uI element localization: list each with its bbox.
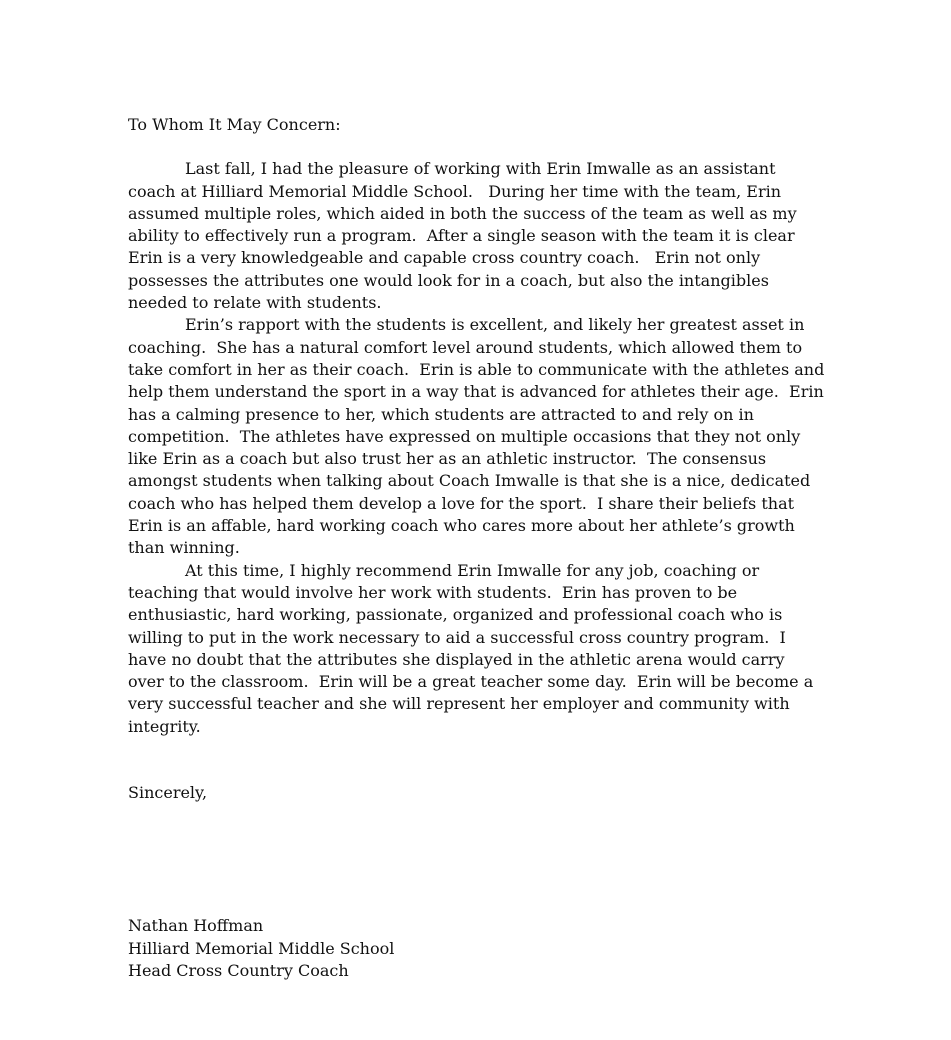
paragraph-line: assumed multiple roles, which aided in both the success of the team as well as my bbox=[128, 203, 797, 223]
paragraph-line: needed to relate with students. bbox=[128, 293, 382, 313]
paragraph-line: very successful teacher and she will represent her employer and community with bbox=[128, 694, 790, 714]
paragraph-line: like Erin as a coach but also trust her as an athletic instructor. The consensus bbox=[128, 449, 767, 469]
paragraph-line: Erin is a very knowledgeable and capable cross country coach. Erin not only bbox=[128, 248, 761, 268]
letter-greeting: To Whom It May Concern: bbox=[128, 115, 341, 134]
paragraph-line: coaching. She has a natural comfort level around students, which allowed them to bbox=[128, 337, 803, 357]
paragraph-line: teaching that would involve her work with students. Erin has proven to be bbox=[128, 582, 738, 602]
paragraph-line: enthusiastic, hard working, passionate, organized and professional coach who is bbox=[128, 605, 783, 625]
paragraph-line: take comfort in her as their coach. Erin is able to communicate with the athletes and bbox=[128, 359, 825, 379]
paragraph-line: Erin is an affable, hard working coach who cares more about her athlete’s growth bbox=[128, 516, 795, 536]
signer-name: Nathan Hoffman bbox=[128, 916, 264, 936]
paragraph-line: Last fall, I had the pleasure of working with Erin Imwalle as an assistant bbox=[185, 159, 776, 179]
letter-paragraph-2 bbox=[128, 314, 828, 559]
paragraph-line: than winning. bbox=[128, 538, 240, 558]
paragraph-line: have no doubt that the attributes she displayed in the athletic arena would carry bbox=[128, 649, 785, 669]
letter-paragraph-1 bbox=[128, 158, 828, 314]
paragraph-line: integrity. bbox=[128, 716, 201, 736]
paragraph-line: over to the classroom. Erin will be a great teacher some day. Erin will be become a bbox=[128, 672, 814, 692]
paragraph-line: has a calming presence to her, which students are attracted to and rely on in bbox=[128, 404, 754, 424]
paragraph-line: coach at Hilliard Memorial Middle School. During her time with the team, Erin bbox=[128, 181, 782, 201]
paragraph-line: amongst students when talking about Coach Imwalle is that she is a nice, dedicated bbox=[128, 471, 811, 491]
recommendation-letter bbox=[128, 114, 828, 982]
signer-title: Head Cross Country Coach bbox=[128, 960, 349, 980]
letter-paragraph-3 bbox=[128, 560, 828, 738]
paragraph-line: help them understand the sport in a way that is advanced for athletes their age. Erin bbox=[128, 382, 824, 402]
signature-block bbox=[128, 915, 828, 982]
paragraph-line: coach who has helped them develop a love for the sport. I share their beliefs that bbox=[128, 493, 795, 513]
signer-organization: Hilliard Memorial Middle School bbox=[128, 938, 395, 958]
paragraph-line: possesses the attributes one would look for in a coach, but also the intangibles bbox=[128, 270, 769, 290]
paragraph-line: competition. The athletes have expressed on multiple occasions that they not only bbox=[128, 426, 801, 446]
paragraph-line: willing to put in the work necessary to aid a successful cross country program. I bbox=[128, 627, 786, 647]
paragraph-line: ability to effectively run a program. After a single season with the team it is clear bbox=[128, 226, 795, 246]
paragraph-line: At this time, I highly recommend Erin Imwalle for any job, coaching or bbox=[185, 560, 760, 580]
paragraph-line: Erin’s rapport with the students is excellent, and likely her greatest asset in bbox=[185, 315, 805, 335]
letter-closing: Sincerely, bbox=[128, 783, 208, 803]
